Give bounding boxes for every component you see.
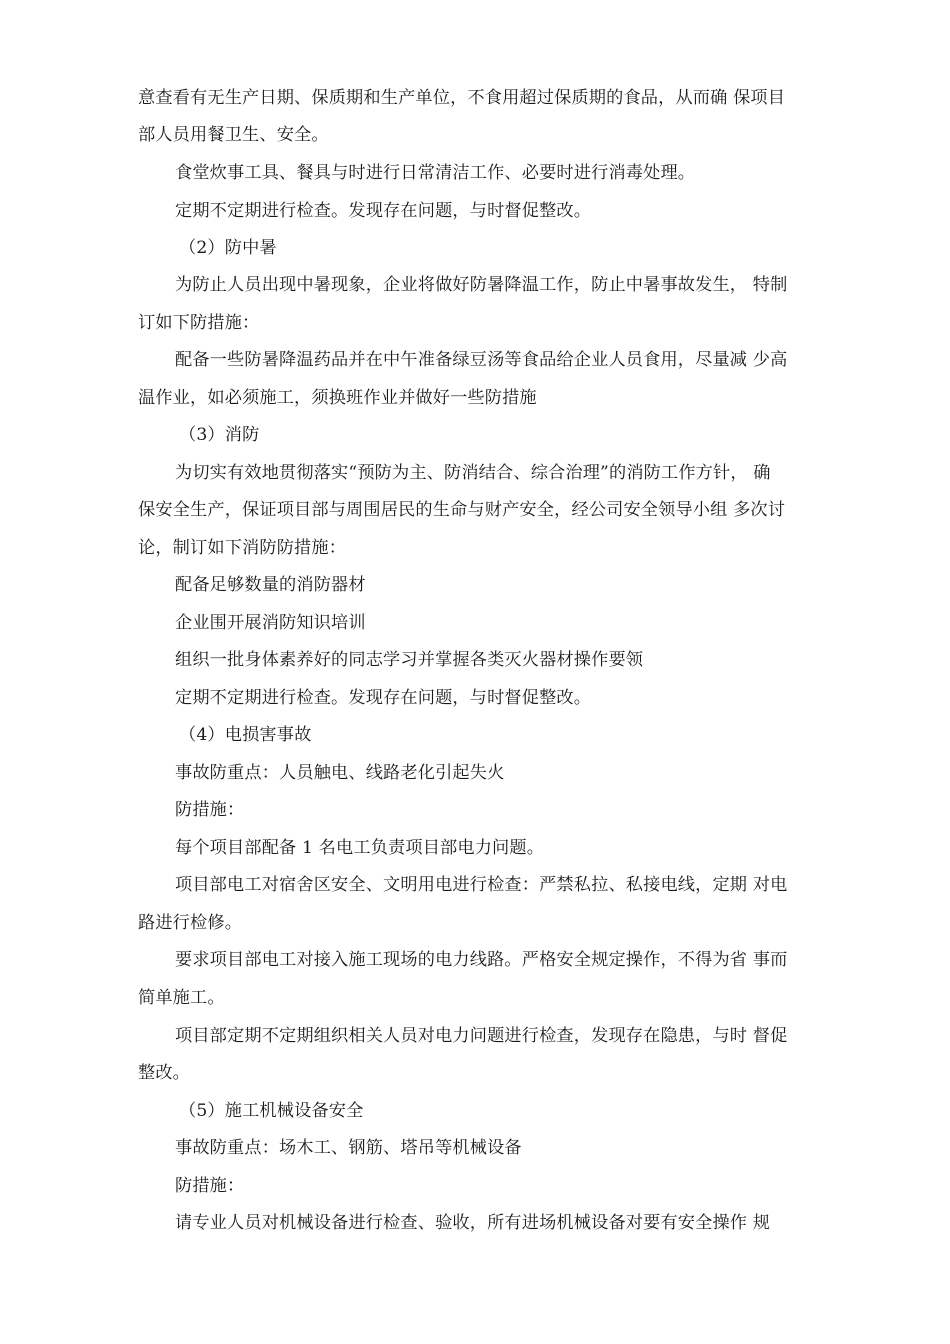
- paragraph-line: 配备一些防暑降温药品并在中午准备绿豆汤等食品给企业人员食用，尽量减 少高: [175, 350, 788, 370]
- paragraph-line: 整改。: [138, 1063, 191, 1083]
- paragraph-line: 每个项目部配备 1 名电工负责项目部电力问题。: [175, 838, 545, 858]
- paragraph-line: 食堂炊事工具、餐具与时进行日常清洁工作、必要时进行消毒处理。: [175, 163, 696, 183]
- paragraph-line: 要求项目部电工对接入施工现场的电力线路。严格安全规定操作，不得为省 事而: [175, 950, 788, 970]
- paragraph-line: 请专业人员对机械设备进行检查、验收，所有进场机械设备对要有安全操作 规: [175, 1213, 771, 1233]
- paragraph-line: 定期不定期进行检查。发现存在问题，与时督促整改。: [175, 201, 592, 221]
- paragraph-line: 防措施：: [175, 1176, 245, 1196]
- paragraph-line: 为切实有效地贯彻落实“预防为主、防消结合、综合治理”的消防工作方针， 确: [175, 463, 771, 483]
- section-heading: （3）消防: [179, 425, 260, 445]
- paragraph-line: 为防止人员出现中暑现象，企业将做好防暑降温工作，防止中暑事故发生， 特制: [175, 275, 788, 295]
- paragraph-line: 防措施：: [175, 800, 245, 820]
- paragraph-line: 配备足够数量的消防器材: [175, 575, 366, 595]
- paragraph-line: 路进行检修。: [138, 913, 243, 933]
- paragraph-line: 保安全生产，保证项目部与周围居民的生命与财产安全，经公司安全领导小组 多次讨: [138, 500, 786, 520]
- paragraph-line: 温作业，如必须施工，须换班作业并做好一些防措施: [138, 388, 537, 408]
- paragraph-line: 简单施工。: [138, 988, 225, 1008]
- paragraph-line: 部人员用餐卫生、安全。: [138, 125, 329, 145]
- paragraph-line: 事故防重点：人员触电、线路老化引起失火: [175, 763, 505, 783]
- paragraph-line: 组织一批身体素养好的同志学习并掌握各类灭火器材操作要领: [175, 650, 644, 670]
- paragraph-line: 事故防重点：场木工、钢筋、塔吊等机械设备: [175, 1138, 522, 1158]
- paragraph-line: 意查看有无生产日期、保质期和生产单位，不食用超过保质期的食品，从而确 保项目: [138, 88, 786, 108]
- paragraph-line: 定期不定期进行检查。发现存在问题，与时督促整改。: [175, 688, 592, 708]
- paragraph-line: 项目部电工对宿舍区安全、文明用电进行检查：严禁私拉、私接电线，定期 对电: [175, 875, 788, 895]
- section-heading: （4）电损害事故: [179, 725, 312, 745]
- paragraph-line: 项目部定期不定期组织相关人员对电力问题进行检查，发现存在隐患，与时 督促: [175, 1026, 788, 1046]
- paragraph-line: 论，制订如下消防防措施：: [138, 538, 347, 558]
- paragraph-line: 企业围开展消防知识培训: [175, 613, 366, 633]
- paragraph-line: 订如下防措施：: [138, 313, 260, 333]
- section-heading: （5）施工机械设备安全: [179, 1101, 364, 1121]
- section-heading: （2）防中暑: [179, 238, 277, 258]
